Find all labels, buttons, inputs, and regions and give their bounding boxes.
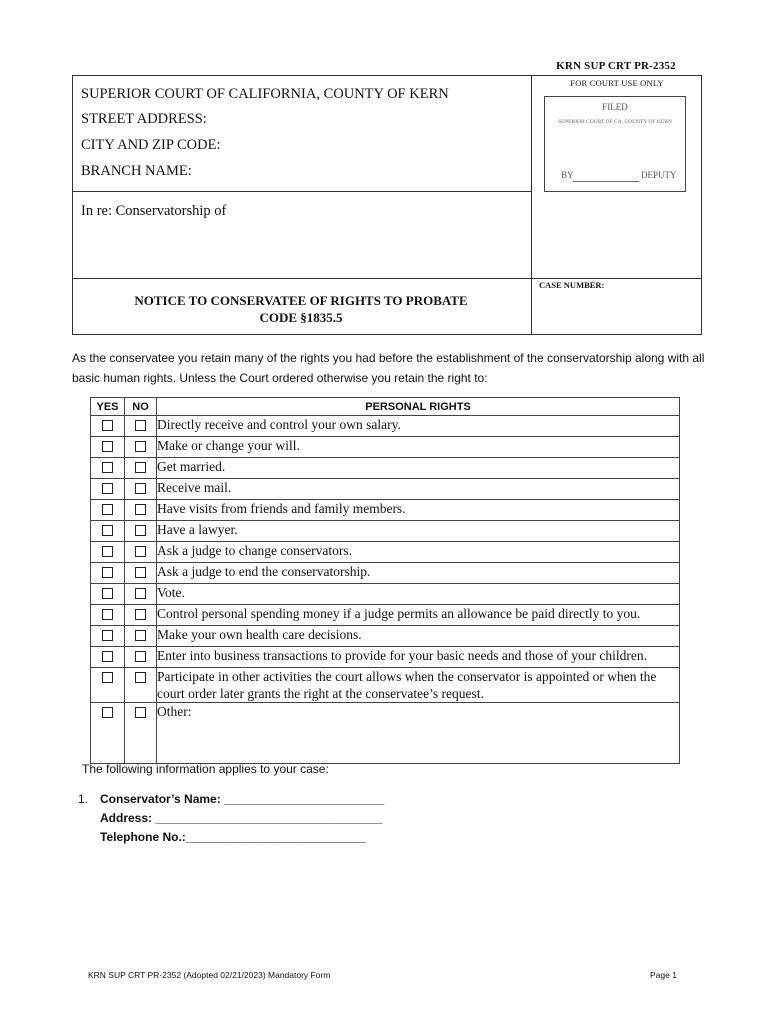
in-re-label: In re: Conservatorship of [81,203,227,219]
yes-checkbox[interactable] [102,525,113,536]
form-code: KRN SUP CRT PR-2352 [556,60,676,72]
right-description: Receive mail. [157,479,680,500]
yes-cell [91,584,125,605]
header-row-divider [73,278,531,279]
filed-by-line [573,181,639,182]
no-cell [125,703,157,764]
yes-cell [91,500,125,521]
rights-column-header: PERSONAL RIGHTS [157,398,680,416]
rights-row [91,605,680,626]
yes-cell [91,437,125,458]
item-number: 1. [78,792,89,806]
right-description: Make your own health care decisions. [157,626,680,647]
yes-checkbox[interactable] [102,630,113,641]
no-checkbox[interactable] [135,672,146,683]
no-cell [125,416,157,437]
yes-cell [91,563,125,584]
filed-label: FILED [602,102,628,112]
no-cell [125,626,157,647]
right-description: Enter into business transactions to provide for your basic needs and those of your children. [157,647,680,668]
court-use-label: FOR COURT USE ONLY [570,78,664,88]
no-cell [125,521,157,542]
yes-checkbox[interactable] [102,567,113,578]
no-cell [125,437,157,458]
rights-row [91,416,680,437]
yes-cell [91,521,125,542]
right-description: Participate in other activities the court allows when the conservator is appointed or when the court order later grants the right at the conservatee’s request. [157,668,680,703]
yes-cell [91,605,125,626]
no-checkbox[interactable] [135,420,146,431]
yes-checkbox[interactable] [102,609,113,620]
rights-row [91,479,680,500]
rights-row [91,437,680,458]
yes-checkbox[interactable] [102,651,113,662]
no-checkbox[interactable] [135,525,146,536]
page-number: Page 1 [650,970,677,980]
no-cell [125,479,157,500]
notice-title [93,292,509,326]
no-checkbox[interactable] [135,462,146,473]
yes-cell [91,647,125,668]
yes-cell [91,703,125,764]
no-checkbox[interactable] [135,441,146,452]
case-number-divider [531,278,701,279]
rights-row [91,500,680,521]
yes-cell [91,668,125,703]
right-description: Control personal spending money if a judge permits an allowance be paid directly to you. [157,605,680,626]
rights-row [91,668,680,703]
right-description: Ask a judge to change conservators. [157,542,680,563]
no-cell [125,605,157,626]
header-row-divider [73,191,531,192]
no-checkbox[interactable] [135,630,146,641]
yes-cell [91,479,125,500]
right-description: Directly receive and control your own salary. [157,416,680,437]
yes-checkbox[interactable] [102,483,113,494]
right-description: Get married. [157,458,680,479]
no-cell [125,563,157,584]
footer-form-info: KRN SUP CRT PR-2352 (Adopted 02/21/2023) Mandatory Form [88,970,331,980]
rights-row [91,703,680,764]
filed-court-label: SUPERIOR COURT OF CA, COUNTY OF KERN [558,119,672,125]
yes-checkbox[interactable] [102,707,113,718]
rights-table [90,397,680,764]
rights-row [91,521,680,542]
right-description: Make or change your will. [157,437,680,458]
right-description: Have a lawyer. [157,521,680,542]
rights-table-body [91,416,680,764]
yes-checkbox[interactable] [102,441,113,452]
address-field[interactable]: Address: __________________________________ [100,811,383,825]
street-address-label: STREET ADDRESS: [81,111,207,127]
caption-header-box [72,75,702,335]
rights-row [91,563,680,584]
right-description: Have visits from friends and family members. [157,500,680,521]
no-checkbox[interactable] [135,609,146,620]
yes-checkbox[interactable] [102,420,113,431]
no-checkbox[interactable] [135,546,146,557]
rights-row [91,647,680,668]
notice-title-line-1: NOTICE TO CONSERVATEE OF RIGHTS TO PROBATE [134,293,468,308]
yes-checkbox[interactable] [102,462,113,473]
no-cell [125,668,157,703]
intro-paragraph: As the conservatee you retain many of the rights you had before the establishment of the conservatorship along with all basic human rights. Unless the Court ordered otherwise you retain the right to: [72,351,705,385]
no-checkbox[interactable] [135,651,146,662]
telephone-field[interactable]: Telephone No.:___________________________ [100,830,366,844]
no-cell [125,647,157,668]
yes-checkbox[interactable] [102,546,113,557]
rights-row [91,542,680,563]
case-info-intro: The following information applies to your case: [82,762,329,776]
case-number-label: CASE NUMBER: [539,280,605,290]
header-column-divider [531,76,532,334]
yes-cell [91,542,125,563]
yes-checkbox[interactable] [102,672,113,683]
branch-name-label: BRANCH NAME: [81,163,192,179]
no-cell [125,500,157,521]
notice-title-line-2: CODE §1835.5 [259,310,343,325]
rights-row [91,458,680,479]
filed-stamp-box [544,96,686,192]
city-zip-label: CITY AND ZIP CODE: [81,137,221,153]
filed-by-label: BY [561,170,574,180]
yes-cell [91,416,125,437]
rights-row [91,626,680,647]
right-description: Vote. [157,584,680,605]
yes-checkbox[interactable] [102,588,113,599]
yes-cell [91,458,125,479]
no-checkbox[interactable] [135,567,146,578]
no-cell [125,458,157,479]
yes-cell [91,626,125,647]
no-cell [125,542,157,563]
conservator-name-field[interactable]: Conservator’s Name: ________________________ [100,792,385,806]
right-description: Other: [157,703,680,764]
no-cell [125,584,157,605]
no-checkbox[interactable] [135,504,146,515]
yes-checkbox[interactable] [102,504,113,515]
rights-row [91,584,680,605]
no-checkbox[interactable] [135,483,146,494]
right-description: Ask a judge to end the conservatorship. [157,563,680,584]
court-name: SUPERIOR COURT OF CALIFORNIA, COUNTY OF KERN [81,86,449,102]
no-checkbox[interactable] [135,588,146,599]
yes-column-header: YES [91,398,125,416]
no-checkbox[interactable] [135,707,146,718]
filed-deputy-label: DEPUTY [641,170,677,180]
no-column-header: NO [125,398,157,416]
